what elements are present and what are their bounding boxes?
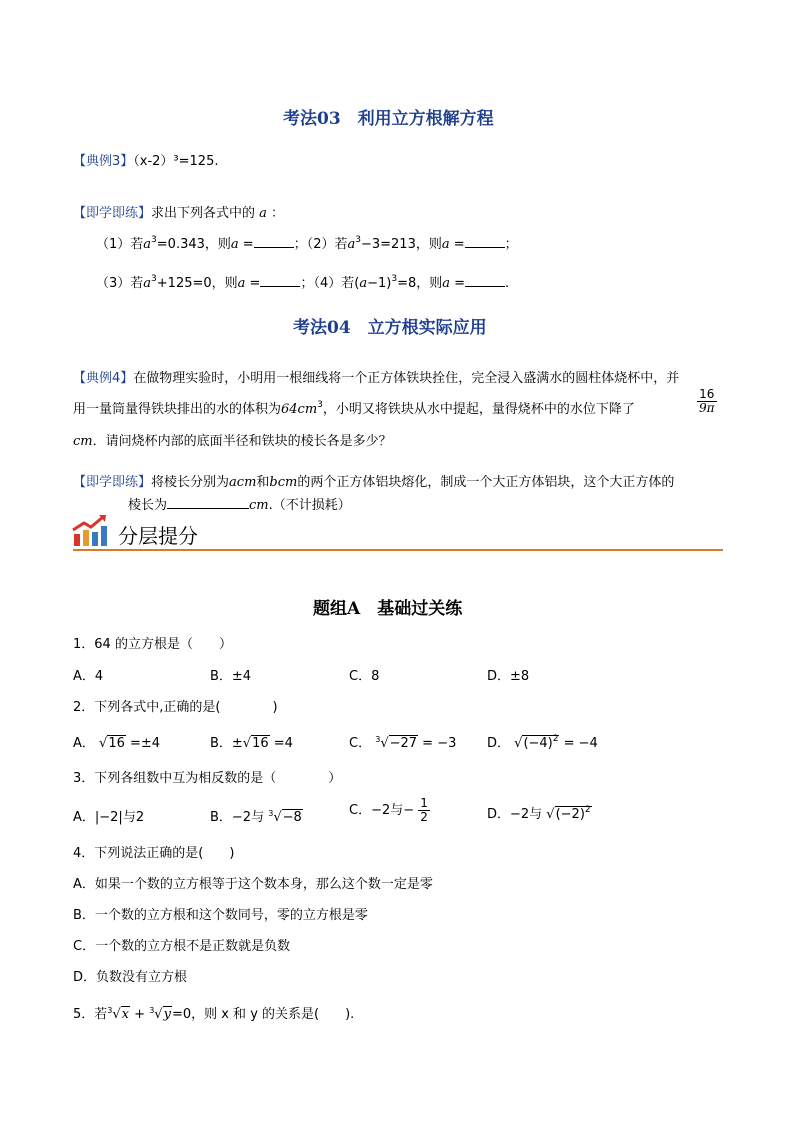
p4-eq: =8，则 — [397, 276, 443, 291]
example-4-tag: 【典例4】 — [73, 371, 134, 386]
practice-row-2: （3）若$a^3+125=0$，则a = ；（4）若$(a-1)^3=8$，则a = . — [96, 274, 510, 291]
example-4-line3: cm．请问烧杯内部的底面半径和铁块的棱长各是多少？ — [73, 434, 392, 449]
example-4-text-3: ．请问烧杯内部的底面半径和铁块的棱长各是多少？ — [92, 434, 392, 449]
section-03-title: 考法03 利用立方根解方程 — [283, 109, 494, 129]
q2-option-d: D． $√(-4)^2 = -4$ — [487, 734, 598, 751]
practice-4-line2: 棱长为 cm.（不计损耗） — [128, 498, 351, 513]
q1-option-b: B．±4 — [210, 669, 252, 684]
chart-growth-icon — [72, 514, 108, 546]
q4-option-d: D．负数没有立方根 — [73, 970, 188, 985]
p1-eq: =0.343，则 — [156, 237, 231, 252]
practice-intro: 【即学即练】求出下列各式中的 a ： — [73, 206, 285, 221]
fraction-denominator: 9π — [699, 401, 715, 415]
p2-eq: −3=213，则 — [360, 237, 442, 252]
p3-eq: +125=0，则 — [156, 276, 238, 291]
q2-option-b: B．±√16 =4 — [210, 736, 293, 751]
question-2: 2．下列各式中,正确的是( ) — [73, 700, 278, 715]
example-4-text-2a: 用一量筒量得铁块排出的水的体积为 — [73, 402, 282, 417]
q2-option-a: A． √16 =±4 — [73, 736, 161, 751]
p1-label: （1）若 — [96, 237, 144, 252]
group-a-title: 题组A 基础过关练 — [313, 599, 463, 619]
p4-label: ；（4）若 — [300, 276, 355, 291]
q3-option-a: A．|−2|与2 — [73, 810, 145, 825]
banner-title: 分层提分 — [118, 524, 198, 548]
question-3: 3．下列各组数中互为相反数的是（ ） — [73, 771, 342, 786]
practice-4-text-2a: 棱长为 — [128, 498, 168, 513]
practice-4-tag: 【即学即练】 — [73, 475, 152, 490]
example-3 — [73, 150, 219, 169]
example-4-text-1: 在做物理实验时，小明用一根细线将一个正方体铁块拴住，完全浸入盛满水的圆柱体烧杯中，并 — [133, 371, 680, 386]
example-4-text-2b: ，小明又将铁块从水中提起，量得烧杯中的水位下降了 — [322, 402, 635, 417]
practice-4-line1: 【即学即练】将棱长分别为acm和bcm的两个正方体铝块熔化，制成一个大正方体铝块，这个大正方体的 — [73, 475, 675, 490]
example-4-line2: 用一量筒量得铁块排出的水的体积为$64cm^3$，小明又将铁块从水中提起，量得烧杯中的水位下降了 — [73, 400, 635, 417]
p2-label: ；（2）若 — [293, 237, 348, 252]
q4-option-b: B．一个数的立方根和这个数同号，零的立方根是零 — [73, 908, 368, 923]
question-1: 1．64 的立方根是（ ） — [73, 637, 232, 652]
fraction-numerator: 16 — [697, 388, 717, 402]
q2-option-c: C． $^3$√−27 = −3 — [349, 735, 457, 751]
practice-tag: 【即学即练】 — [73, 206, 152, 221]
example-4-line1 — [73, 367, 679, 386]
q3-option-c: C．−2与− $\frac{1}{2}$ — [349, 796, 428, 824]
q1-option-d: D．±8 — [487, 669, 530, 684]
q5-text-b: =0，则 x 和 y 的关系是( ). — [171, 1007, 355, 1022]
section-04-title: 考法04 立方根实际应用 — [293, 318, 487, 338]
p3-label: （3）若 — [96, 276, 144, 291]
q4-option-c: C．一个数的立方根不是正数就是负数 — [73, 939, 291, 954]
section-divider — [73, 549, 723, 551]
example-text: （x-2）³=125. — [133, 154, 219, 169]
q3-option-d: D．−2与 $√(-2)^2$ — [487, 805, 591, 822]
q4-option-a: A．如果一个数的立方根等于这个数本身，那么这个数一定是零 — [73, 877, 433, 892]
practice-4-text-1a: 将棱长分别为 — [151, 475, 230, 490]
practice-4-text-1c: 的两个正方体铝块熔化，制成一个大正方体铝块，这个大正方体的 — [297, 475, 675, 490]
practice-row-1: （1）若$a^3=0.343$，则a = ；（2）若$a^3-3=213$，则a = ； — [96, 235, 518, 252]
question-4: 4．下列说法正确的是( ) — [73, 846, 235, 861]
fraction-16-9pi — [697, 388, 717, 415]
practice-4-text-2b: .（不计损耗） — [268, 498, 351, 513]
practice-intro-text: 求出下列各式中的 — [151, 206, 256, 221]
question-5: 5．若$^3$√x + $^3$√y=0，则 x 和 y 的关系是( ). — [73, 1006, 355, 1022]
q1-option-c: C．8 — [349, 669, 380, 684]
q3-option-b: B．−2与 $^3$√−8 — [210, 809, 302, 825]
example-tag: 【典例3】 — [73, 154, 134, 169]
practice-4-text-1b: 和 — [256, 475, 270, 490]
q5-text-a: 5．若 — [73, 1007, 108, 1022]
q1-option-a: A．4 — [73, 669, 104, 684]
